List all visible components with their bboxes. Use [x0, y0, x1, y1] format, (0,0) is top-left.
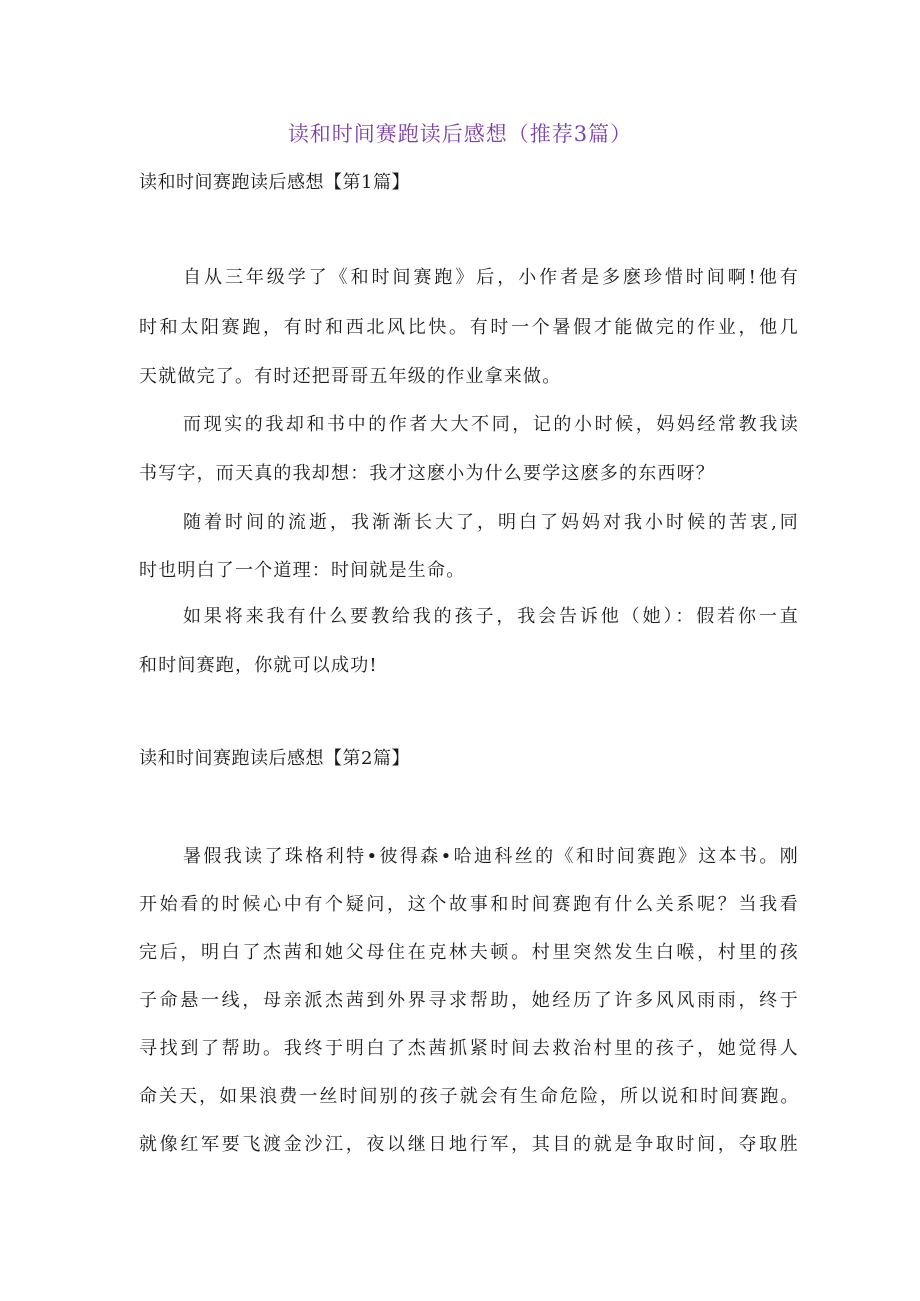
- paragraph-line: 书写字，而天真的我却想：我才这麽小为什么要学这麽多的东西呀？: [139, 463, 715, 484]
- paragraph-line: 天就做完了。有时还把哥哥五年级的作业拿来做。: [139, 366, 562, 387]
- paragraph-line: 命关天，如果浪费一丝时间别的孩子就会有生命危险，所以说和时间赛跑。: [139, 1086, 799, 1107]
- paragraph-line: 就像红军要飞渡金沙江，夜以继日地行军，其目的就是争取时间，夺取胜: [139, 1134, 799, 1155]
- paragraph-line: 时也明白了一个道理：时间就是生命。: [139, 560, 466, 581]
- paragraph-line: 开始看的时候心中有个疑问，这个故事和时间赛跑有什么关系呢？当我看: [139, 894, 799, 915]
- section-heading-2: 读和时间赛跑读后感想【第2篇】: [139, 748, 410, 769]
- paragraph-line: 和时间赛跑，你就可以成功!: [139, 655, 378, 676]
- paragraph-line: 如果将来我有什么要教给我的孩子，我会告诉他（她）：假若你一直: [183, 606, 799, 627]
- paragraph-line: 子命悬一线，母亲派杰茜到外界寻求帮助，她经历了许多风风雨雨，终于: [139, 990, 799, 1011]
- paragraph-line: 自从三年级学了《和时间赛跑》后，小作者是多麽珍惜时间啊!他有: [183, 267, 799, 288]
- section-heading-1: 读和时间赛跑读后感想【第1篇】: [139, 172, 410, 193]
- paragraph-line: 寻找到了帮助。我终于明白了杰茜抓紧时间去救治村里的孩子，她觉得人: [139, 1038, 799, 1059]
- paragraph-line: 随着时间的流逝，我渐渐长大了，明白了妈妈对我小时候的苦衷,同: [183, 512, 799, 533]
- paragraph-line: 完后，明白了杰茜和她父母住在克林夫顿。村里突然发生白喉，村里的孩: [139, 942, 799, 963]
- paragraph-line: 暑假我读了珠格利特•彼得森•哈迪科丝的《和时间赛跑》这本书。刚: [183, 846, 799, 867]
- document-title: 读和时间赛跑读后感想（推荐3篇）: [287, 122, 633, 146]
- paragraph-line: 时和太阳赛跑，有时和西北风比快。有时一个暑假才能做完的作业，他几: [139, 317, 799, 338]
- paragraph-line: 而现实的我却和书中的作者大大不同，记的小时候，妈妈经常教我读: [183, 414, 799, 435]
